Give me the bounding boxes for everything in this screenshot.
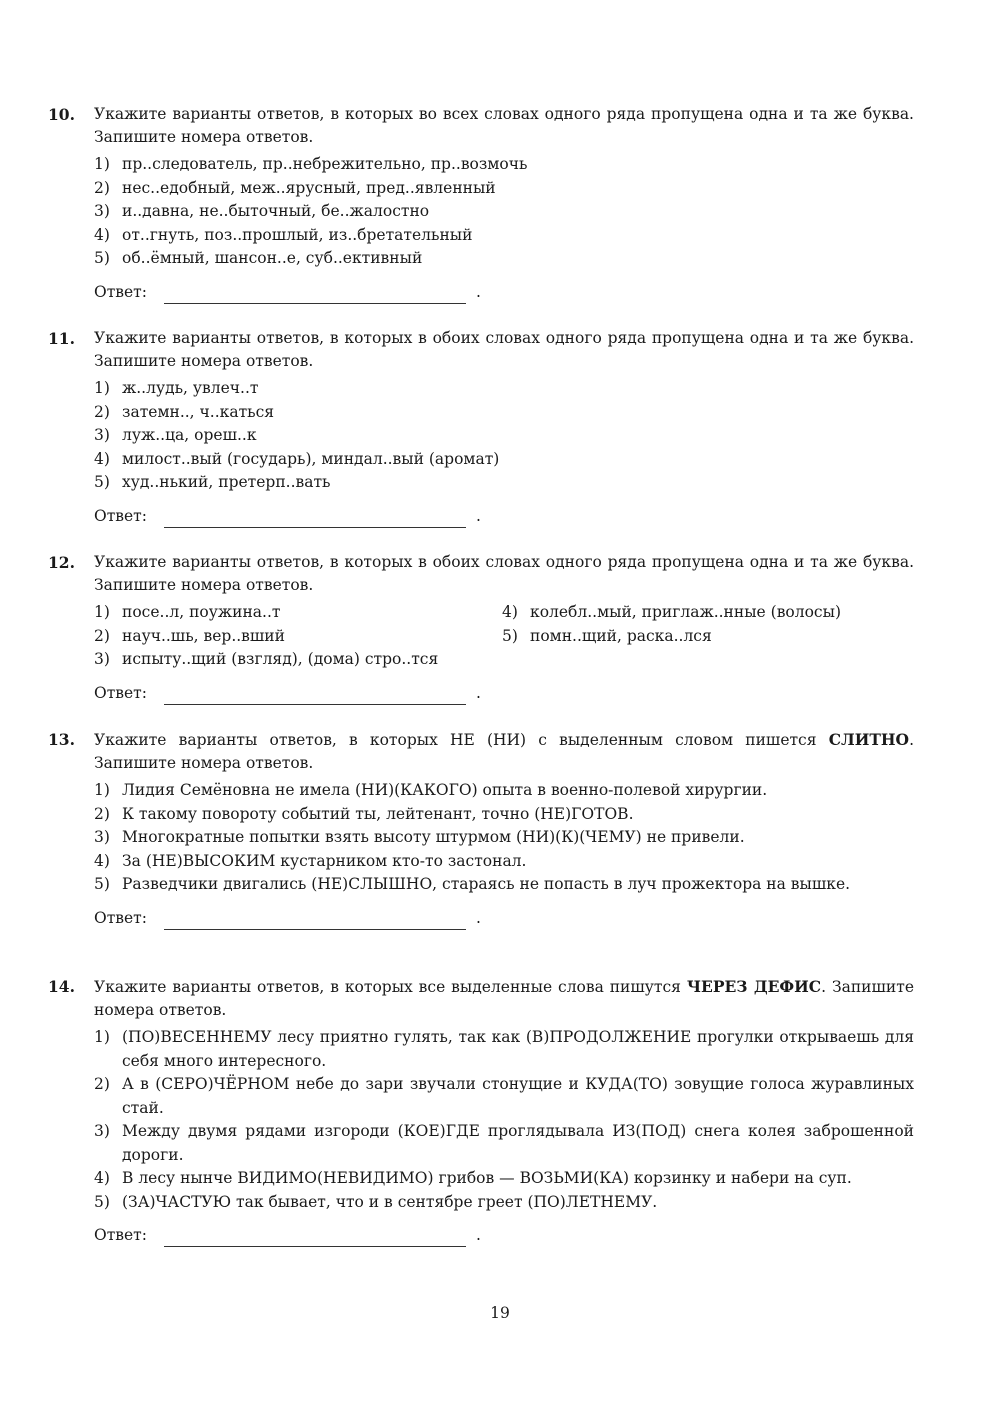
options-columns [94,601,914,672]
option-4: 4) колебл..мый, приглаж..нные (волосы) [502,603,841,621]
option-1: 1) ж..лудь, увлеч..т [94,379,259,397]
answer-label: Ответ: [94,908,147,927]
answer-dot: . [476,506,481,525]
option-1: 1) посе..л, поужина..т [94,603,281,621]
option-5: 5) помн..щий, раска..лся [502,626,712,645]
answer-row [94,281,914,304]
answer-label: Ответ: [94,506,147,525]
answer-label: Ответ: [94,683,147,702]
answer-label: Ответ: [94,282,147,301]
option-2: 2) нес..едобный, меж..ярусный, пред..явленный [94,178,496,197]
question-stem: Укажите варианты ответов, в которых в обоих словах одного ряда пропущена одна и та же буква. Запишите номера ответов. [94,329,914,370]
options-list [94,779,914,897]
option-3: 3) луж..ца, ореш..к [94,426,257,444]
answer-line[interactable] [164,511,466,528]
question-number: 11. [48,329,75,348]
option-3: 3) и..давна, не..быточный, бе..жалостно [94,202,430,220]
option-2: 2) затемн.., ч..каться [94,402,275,421]
option-5: 5) об..ёмный, шансон..е, суб..ективный [94,249,423,267]
question-12 [48,551,914,705]
option-3: 3) Многократные попытки взять высоту штурмом (НИ)(К)(ЧЕМУ) не привели. [94,828,745,846]
question-stem: Укажите варианты ответов, в которых в обоих словах одного ряда пропущена одна и та же буква. Запишите номера ответов. [94,553,914,594]
answer-line[interactable] [164,287,466,304]
answer-row [94,505,914,528]
options-left-column [94,601,502,672]
question-number: 10. [48,105,75,124]
answer-row [94,1224,914,1247]
option-3: 3) испыту..щий (взгляд), (дома) стро..тся [94,650,439,668]
option-3: 3) Между двумя рядами изгороди (КОЕ)ГДЕ проглядывала ИЗ(ПОД) снега колея заброшенной дороги. [94,1122,914,1164]
answer-label: Ответ: [94,1226,147,1244]
option-5: 5) (ЗА)ЧАСТУЮ так бывает, что и в сентябре греет (ПО)ЛЕТНЕМУ. [94,1192,658,1211]
question-stem: Укажите варианты ответов, в которых во всех словах одного ряда пропущена одна и та же буква. Запишите номера ответов. [94,105,914,146]
option-4: 4) милост..вый (государь), миндал..вый (аромат) [94,449,500,468]
answer-line[interactable] [164,688,466,705]
question-number: 12. [48,553,75,572]
option-4: 4) За (НЕ)ВЫСОКИМ кустарником кто-то застонал. [94,851,527,870]
question-number: 14. [48,977,75,996]
page-number: 19 [490,1304,510,1322]
options-list [94,377,914,495]
emphasis: ЧЕРЕЗ ДЕФИС [686,977,822,996]
question-14 [48,975,914,1247]
question-10 [48,103,914,304]
option-2: 2) К такому повороту событий ты, лейтенант, точно (НЕ)ГОТОВ. [94,804,634,823]
option-4: 4) от..гнуть, поз..прошлый, из..бретательный [94,225,473,244]
answer-dot: . [476,1226,481,1244]
question-number: 13. [48,730,75,749]
emphasis: СЛИТНО [828,730,910,749]
answer-dot: . [476,683,481,702]
option-1: 1) (ПО)ВЕСЕННЕМУ лесу приятно гулять, так как (В)ПРОДОЛЖЕНИЕ прогулки открываешь для себя много интересного. [94,1028,914,1070]
option-4: 4) В лесу нынче ВИДИМО(НЕВИДИМО) грибов — ВОЗЬМИ(КА) корзинку и набери на суп. [94,1169,852,1187]
answer-dot: . [476,282,481,301]
question-stem: Укажите варианты ответов, в которых все выделенные слова пишутся ЧЕРЕЗ ДЕФИС. Запишите номера ответов. [94,977,914,1019]
options-right-column [502,601,912,672]
answer-row [94,907,914,930]
option-1: 1) Лидия Семёновна не имела (НИ)(КАКОГО) опыта в военно-полевой хирургии. [94,781,768,799]
option-5: 5) худ..нький, претерп..вать [94,473,331,491]
answer-dot: . [476,908,481,927]
option-1: 1) пр..следователь, пр..небрежительно, пр..возмочь [94,155,528,173]
question-13 [48,728,914,930]
options-list [94,153,914,271]
answer-row [94,682,914,705]
question-stem: Укажите варианты ответов, в которых НЕ (НИ) с выделенным словом пишется СЛИТНО. Запишите номера ответов. [94,730,914,772]
answer-line[interactable] [164,913,466,930]
answer-line[interactable] [164,1230,466,1247]
option-2: 2) науч..шь, вер..вший [94,626,285,645]
options-list [94,1026,914,1214]
question-11 [48,327,914,528]
option-2: 2) А в (СЕРО)ЧЁРНОМ небе до зари звучали стонущие и КУДА(ТО) зовущие голоса журавлиных стай. [94,1075,914,1117]
option-5: 5) Разведчики двигались (НЕ)СЛЫШНО, стараясь не попасть в луч прожектора на вышке. [94,875,851,893]
